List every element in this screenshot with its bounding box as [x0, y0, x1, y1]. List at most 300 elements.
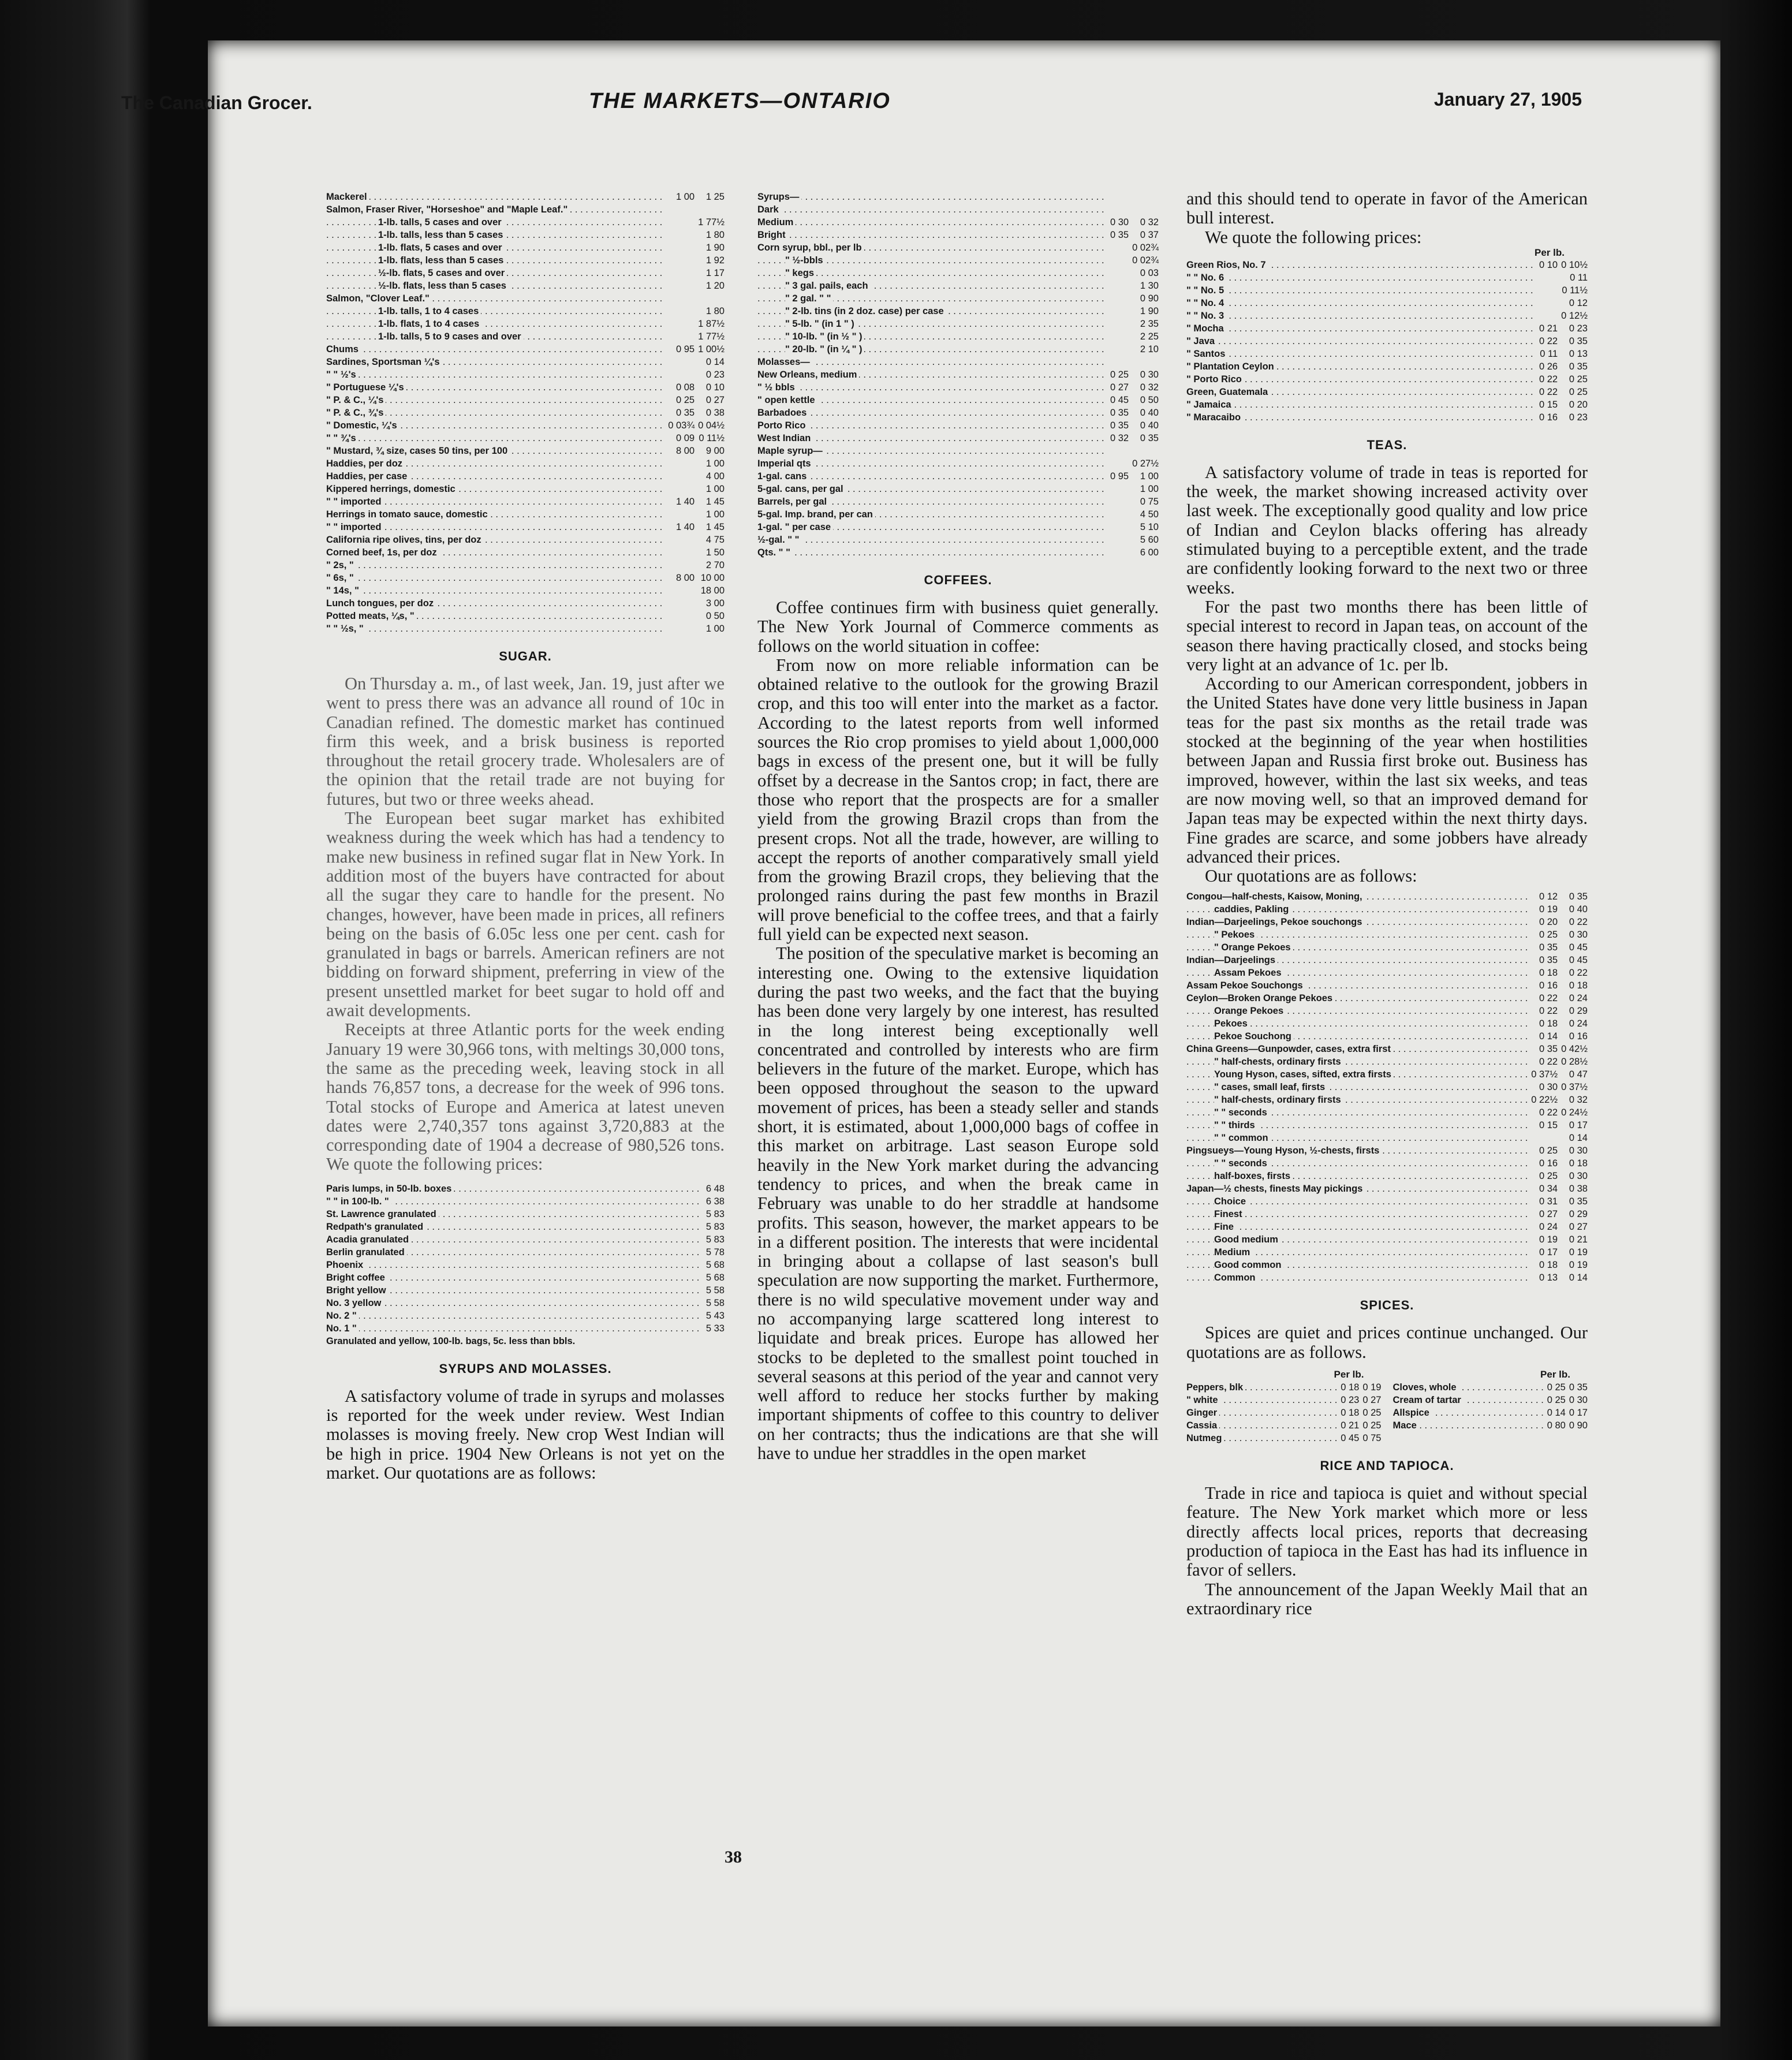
item-label: West Indian — [757, 433, 813, 443]
price-low: 0 15 — [1539, 399, 1558, 410]
price-high: 0 18 — [1569, 1158, 1588, 1169]
article-paragraph: The position of the speculative market is becoming an interesting one. Owing to the extensive liquidation during the past two weeks, and the fact that the buying has been done very largely by one interest, has resulted in the long interest being exceptionally well concentrated and controlled by interests who are firm believers in the future of the market. Europe, which has been opposed throughout the season to the upward movement of prices, has been a steady seller and stands short, it is estimated, about 1,000,000 bags of coffee in this market on arbitrage. Last season Europe sold heavily in the New York market during the advancing tendency to prices, and when the break came in February was unable to do her straddle at handsome profits. This season, however, the market appears to be in a different position. The interests that were incidental in bringing about a collapse of last season's bull speculation are now supporting the market. Furthermore, there is no wild speculative movement under way and no accompanying large scattered long interest to liquidate and break prices. Europe has allowed her stocks to be depleted to the smallest point touched in several seasons at this period of the year and cannot very well afford to reduce her stocks further by making important shipments of coffee to this country to deliver on her contracts; thus the indications are that she will have to undue her straddles in the open market — [757, 943, 1159, 1464]
item-label-cell — [1186, 1381, 1337, 1394]
price-low: 0 35 — [1110, 230, 1129, 240]
price-low — [664, 610, 695, 622]
item-label-cell — [1186, 1233, 1528, 1246]
price-high: 0 90 — [1569, 1420, 1588, 1431]
item-label: " Pekoes — [1214, 930, 1257, 940]
price-row — [757, 318, 1159, 330]
price-row — [1186, 890, 1588, 903]
item-label-cell — [1186, 1406, 1337, 1419]
price-row — [1186, 335, 1588, 348]
price-high: 1 00 — [705, 509, 725, 520]
item-label-cell — [757, 445, 1107, 457]
price-low — [664, 292, 695, 305]
item-label-cell — [1186, 386, 1536, 398]
price-high: 0 16 — [1569, 1031, 1588, 1042]
price-low: 0 35 — [1110, 420, 1129, 431]
price-row — [1186, 1132, 1588, 1144]
price-high: 0 40 — [1140, 420, 1159, 431]
price-high: 0 40 — [1569, 904, 1588, 915]
price-high: 0 38 — [705, 408, 725, 418]
price-high: 0 35 — [1569, 361, 1588, 372]
price-row — [326, 406, 725, 419]
item-label-cell — [1186, 1259, 1528, 1271]
item-label-cell — [326, 1271, 703, 1284]
price-row — [326, 1271, 725, 1284]
price-low: 0 22 — [1539, 993, 1558, 1004]
price-row — [326, 1233, 725, 1246]
item-label-cell — [757, 241, 1107, 254]
item-label: Indian—Darjeelings — [1186, 955, 1278, 965]
price-row — [1393, 1381, 1588, 1394]
price-low — [1107, 495, 1129, 508]
price-low — [664, 546, 695, 559]
price-low — [1107, 445, 1129, 457]
article-paragraph: The European beet sugar market has exhibited weakness during the week which has had a tendency to make new business in refined sugar flat in New York. In addition most of the buyers have contracted for about all the sugar they care to handle for the present. No changes, however, have been made in prices, all refiners being on the basis of 6.05c less one per cent. cash for granulated in bags or barrels. American refiners are not bidding on forward shipment, preferring in view of the present unsettled market for beet sugar to hold off and await developments. — [326, 808, 725, 1021]
item-label-cell — [326, 305, 664, 318]
sugar-heading: SUGAR. — [499, 649, 552, 663]
price-row — [1186, 309, 1588, 322]
price-row — [757, 457, 1159, 470]
price-low — [1107, 521, 1129, 533]
item-label-cell — [1186, 373, 1536, 386]
item-label: " ½-bbls — [785, 255, 826, 266]
item-label-cell — [326, 1221, 703, 1233]
spices-left — [1186, 1368, 1382, 1445]
price-row — [1186, 1119, 1588, 1132]
price-row — [326, 191, 725, 203]
price-low: 0 18 — [1539, 968, 1558, 979]
teas-quote-intro-wrap — [1186, 867, 1588, 886]
item-label: Japan—½ chests, finests May pickings — [1186, 1184, 1365, 1194]
price-row — [1393, 1419, 1588, 1432]
price-high: 1 80 — [705, 306, 725, 316]
price-row — [1186, 297, 1588, 309]
price-low: 0 25 — [1547, 1382, 1566, 1393]
price-high — [695, 292, 725, 305]
price-low: 0 27 — [1539, 1209, 1558, 1220]
article-paragraph: A satisfactory volume of trade in teas is reported for the week, the market showing increased activity over last week. The exceptionally good quality and low price of Indian and Ceylon blacks offering has already stimulated buying to a perceptible extent, and the trade are confidently looking forward to the next two or three weeks. — [1186, 462, 1588, 598]
price-row — [757, 483, 1159, 495]
price-high: 1 90 — [705, 242, 725, 253]
price-high: 0 11 — [1570, 272, 1588, 283]
item-label: half-boxes, firsts — [1214, 1171, 1293, 1181]
price-high: 6 38 — [705, 1196, 725, 1207]
price-row — [757, 445, 1159, 457]
item-label: Phoenix — [326, 1260, 365, 1270]
item-label: Choice — [1214, 1196, 1248, 1207]
price-low: 0 22 — [1539, 386, 1558, 397]
price-low: 0 16 — [1539, 412, 1558, 423]
price-row — [1186, 1043, 1588, 1055]
price-low — [664, 356, 695, 368]
item-label-cell — [1186, 259, 1536, 271]
price-row — [326, 559, 725, 572]
price-high: 0 30 — [1569, 1395, 1588, 1406]
item-label-cell — [326, 343, 664, 356]
price-low: 0 09 — [676, 433, 695, 443]
item-label: Cassia — [1186, 1420, 1219, 1431]
price-row — [1186, 322, 1588, 335]
item-label: California ripe olives, tins, per doz — [326, 535, 484, 545]
price-row — [757, 229, 1159, 241]
price-low: 0 14 — [1539, 1031, 1558, 1042]
item-label-cell — [1186, 1195, 1528, 1208]
price-row — [326, 1297, 725, 1309]
price-high: 1 20 — [705, 281, 725, 291]
price-row — [326, 356, 725, 368]
price-high: 1 00 — [705, 484, 725, 494]
price-high: 5 83 — [705, 1208, 725, 1219]
price-row — [757, 254, 1159, 267]
price-low: 0 32 — [1110, 433, 1129, 443]
price-row — [326, 1309, 725, 1322]
price-row — [1186, 954, 1588, 966]
price-row — [326, 229, 725, 241]
item-label: ½-lb. flats, less than 5 cases — [378, 281, 509, 291]
price-high: 0 28½ — [1561, 1057, 1588, 1068]
price-row — [1186, 1005, 1588, 1017]
price-low: 0 22 — [1539, 335, 1558, 346]
spices-right — [1393, 1368, 1588, 1445]
price-high: 5 78 — [705, 1247, 725, 1257]
tea-price-table — [1186, 890, 1588, 1284]
price-row — [1186, 1017, 1588, 1030]
item-label: " " seconds — [1214, 1107, 1270, 1118]
item-label: St. Lawrence granulated — [326, 1209, 439, 1219]
price-high: 0 50 — [705, 611, 725, 621]
price-row — [1186, 271, 1588, 284]
price-high — [695, 203, 725, 216]
spices-right-table — [1393, 1381, 1588, 1432]
price-high: 3 00 — [705, 598, 725, 609]
price-row — [1186, 928, 1588, 941]
item-label: Pekoe Souchong — [1214, 1031, 1294, 1042]
price-low — [664, 533, 695, 546]
price-low: 0 22½ — [1531, 1095, 1558, 1106]
item-label-cell — [326, 330, 664, 343]
price-low: 0 30 — [1539, 1082, 1558, 1093]
price-row — [326, 279, 725, 292]
price-row — [326, 1195, 725, 1208]
item-label: " 2-lb. tins (in 2 doz. case) per case — [785, 306, 946, 316]
item-label: 5-gal. Imp. brand, per can — [757, 509, 875, 520]
price-high: 0 23 — [705, 370, 725, 380]
price-row — [757, 343, 1159, 356]
item-label-cell — [1186, 271, 1536, 284]
price-high: 1 50 — [705, 547, 725, 558]
price-low: 0 16 — [1539, 1158, 1558, 1169]
item-label-cell — [757, 432, 1107, 445]
item-label: Allspice — [1393, 1408, 1432, 1418]
item-label: Molasses— — [757, 357, 812, 367]
price-low: 0 18 — [1539, 1018, 1558, 1029]
column-3 — [1186, 189, 1588, 1618]
price-row — [1186, 1419, 1382, 1432]
price-high: 0 19 — [1569, 1247, 1588, 1258]
price-low: 0 35 — [676, 408, 695, 418]
price-row — [326, 318, 725, 330]
price-row — [326, 419, 725, 432]
price-low: 0 19 — [1539, 904, 1558, 915]
price-row — [1186, 1208, 1588, 1221]
item-label: 1-lb. flats, 1 to 4 cases — [378, 319, 481, 329]
item-label-cell — [1186, 1157, 1528, 1170]
price-high: 0 32 — [1140, 382, 1159, 393]
price-row — [326, 622, 725, 635]
item-label-cell — [757, 356, 1107, 368]
price-high: 0 04½ — [698, 420, 725, 431]
price-row — [326, 445, 725, 457]
price-row — [1186, 1094, 1588, 1106]
item-label: Bright coffee — [326, 1272, 387, 1283]
item-label-cell — [1186, 954, 1528, 966]
sugar-price-table — [326, 1182, 725, 1335]
item-label-cell — [757, 495, 1107, 508]
price-low: 1 40 — [676, 497, 695, 507]
price-low: 0 35 — [1110, 408, 1129, 418]
price-high: 0 24 — [1569, 1018, 1588, 1029]
price-row — [326, 1208, 725, 1221]
item-label: Pekoes — [1214, 1018, 1250, 1029]
item-label-cell — [757, 457, 1107, 470]
price-row — [326, 546, 725, 559]
price-high: 0 32 — [1569, 1095, 1588, 1106]
price-low: 0 37½ — [1531, 1069, 1558, 1080]
price-row — [326, 483, 725, 495]
price-row — [326, 381, 725, 394]
price-high: 1 00½ — [698, 344, 725, 354]
price-row — [1186, 373, 1588, 386]
price-low — [1107, 483, 1129, 495]
price-low: 0 35 — [1539, 1044, 1558, 1055]
item-label: No. 2 " — [326, 1311, 359, 1321]
price-low: 0 14 — [1547, 1408, 1566, 1419]
item-label: Sardines, Sportsman ¼'s — [326, 357, 442, 367]
price-high: 0 10½ — [1561, 259, 1588, 270]
item-label-cell — [757, 483, 1107, 495]
price-low — [664, 457, 695, 470]
price-high: 0 14 — [1569, 1272, 1588, 1283]
item-label: " " imported — [326, 497, 383, 507]
price-row — [326, 343, 725, 356]
item-label: Good common — [1214, 1260, 1283, 1270]
coffee-per-lb-header: Per lb. — [1535, 247, 1565, 258]
item-label: " 14s, " — [326, 585, 361, 596]
spices-left-header: Per lb. — [1334, 1369, 1364, 1380]
item-label-cell — [326, 356, 664, 368]
price-high: 0 45 — [1569, 955, 1588, 966]
price-high: 2 25 — [1140, 331, 1159, 342]
item-label: China Greens—Gunpowder, cases, extra first — [1186, 1044, 1393, 1054]
spices-right-header: Per lb. — [1540, 1369, 1570, 1380]
item-label: 1-lb. talls, 5 to 9 cases and over — [378, 331, 524, 342]
price-low — [664, 470, 695, 483]
price-high: 2 35 — [1140, 319, 1159, 329]
page-header — [121, 89, 1582, 127]
item-label: " 3 gal. pails, each — [785, 281, 871, 291]
price-low — [664, 559, 695, 572]
item-label-cell — [326, 432, 664, 445]
price-high: 1 77½ — [698, 331, 725, 342]
price-low — [1107, 254, 1129, 267]
item-label-cell — [1186, 1432, 1337, 1445]
price-row — [757, 330, 1159, 343]
price-high — [1129, 445, 1159, 457]
price-row — [1186, 386, 1588, 398]
price-row — [757, 267, 1159, 279]
teas-quote-intro: Our quotations are as follows: — [1205, 866, 1417, 886]
item-label-cell — [1186, 1119, 1528, 1132]
item-label: Qts. " " — [757, 547, 793, 558]
price-low — [664, 203, 695, 216]
price-low — [1107, 343, 1129, 356]
price-high: 0 75 — [1140, 497, 1159, 507]
item-label: " " No. 3 — [1186, 311, 1226, 321]
article-paragraph: The announcement of the Japan Weekly Mail that an extraordinary rice — [1186, 1579, 1588, 1618]
price-low — [664, 254, 695, 267]
item-label-cell — [1186, 398, 1536, 411]
price-high: 1 80 — [705, 230, 725, 240]
coffee-quote-intro: We quote the following prices: — [1205, 227, 1422, 247]
item-label-cell — [1186, 992, 1528, 1005]
price-high: 0 35 — [1140, 433, 1159, 443]
price-low — [1107, 318, 1129, 330]
item-label-cell — [757, 368, 1107, 381]
price-high: 0 19 — [1362, 1382, 1382, 1393]
price-low — [664, 318, 695, 330]
item-label: ½-lb. flats, 5 cases and over — [378, 268, 507, 278]
price-row — [1186, 1170, 1588, 1182]
price-high: 0 24½ — [1561, 1107, 1588, 1118]
price-row — [326, 394, 725, 406]
item-label: Bright — [757, 230, 788, 240]
price-high: 5 33 — [705, 1323, 725, 1334]
price-low: 0 17 — [1539, 1247, 1558, 1258]
item-label: Cloves, whole — [1393, 1382, 1459, 1393]
price-row — [326, 368, 725, 381]
item-label-cell — [1186, 1030, 1528, 1043]
price-high: 0 10 — [705, 382, 725, 393]
item-label-cell — [1186, 1144, 1528, 1157]
price-low: 0 18 — [1539, 1260, 1558, 1271]
price-row — [757, 508, 1159, 521]
price-high: 1 90 — [1140, 306, 1159, 316]
page-number: 38 — [725, 1848, 742, 1867]
section-title: THE MARKETS—ONTARIO — [589, 89, 891, 113]
column-1 — [326, 191, 725, 1483]
price-high: 0 27 — [1569, 1222, 1588, 1233]
price-row — [1186, 1221, 1588, 1233]
item-label: Peppers, blk — [1186, 1382, 1245, 1393]
price-high: 0 29 — [1569, 1209, 1588, 1220]
price-row — [326, 572, 725, 584]
article-paragraph: From now on more reliable information can be obtained relative to the outlook for the growing Brazil crop, and this too will enter into the market as a factor. According to the latest reports from well informed sources the Rio crop promises to yield about 1,000,000 bags in excess of the present one, but it will be fully offset by a decrease in the Santos crop; in fact, there are those who report that the prospects are for a smaller yield from the growing Brazil crops than from the present crops. Not all the trade, however, are willing to accept the reports of another comparatively small yield from the growing Brazil crops, they believing that the prolonged rains during the past few months in Brazil will prove beneficial to the coffee trees, and that a fairly full yield can be expected next season. — [757, 655, 1159, 945]
item-label-cell — [326, 241, 664, 254]
item-label-cell — [326, 1259, 703, 1271]
price-low — [664, 229, 695, 241]
item-label-cell — [326, 1233, 703, 1246]
rice-heading: RICE AND TAPIOCA. — [1320, 1458, 1454, 1473]
item-label: 1-lb. talls, 5 cases and over — [378, 217, 504, 227]
price-high: 1 30 — [1140, 281, 1159, 291]
price-high: 0 45 — [1569, 942, 1588, 953]
price-low — [1536, 309, 1558, 322]
price-low — [1536, 297, 1558, 309]
item-label: Nutmeg — [1186, 1433, 1224, 1443]
item-label: Common — [1214, 1272, 1258, 1283]
price-low: 0 45 — [1341, 1433, 1360, 1444]
item-label: Assam Pekoe Souchongs — [1186, 980, 1305, 991]
item-label-cell — [326, 1322, 703, 1335]
price-high: 0 25 — [1362, 1420, 1382, 1431]
price-low: 0 25 — [1539, 930, 1558, 941]
price-low — [664, 508, 695, 521]
item-label-cell — [326, 1284, 703, 1297]
item-label-cell — [757, 343, 1107, 356]
article-paragraph: Trade in rice and tapioca is quiet and without special feature. The New York market which more or less directly affects local prices, reports that decreasing production of tapioca in the East has had its influence in favor of sellers. — [1186, 1483, 1588, 1580]
price-low: 0 80 — [1547, 1420, 1566, 1431]
price-low: 0 25 — [1539, 1145, 1558, 1156]
price-low: 0 26 — [1539, 361, 1558, 372]
price-high: 1 92 — [705, 255, 725, 266]
item-label: " Domestic, ¼'s — [326, 420, 400, 431]
item-label-cell — [326, 521, 664, 533]
item-label: 5-gal. cans, per gal — [757, 484, 846, 494]
item-label-cell — [1186, 1106, 1528, 1119]
item-label: " Santos — [1186, 349, 1227, 359]
item-label-cell — [1186, 1246, 1528, 1259]
price-low — [664, 584, 695, 597]
price-row — [326, 470, 725, 483]
item-label: " half-chests, ordinary firsts — [1214, 1095, 1343, 1105]
price-low: 0 22 — [1539, 1057, 1558, 1068]
price-high: 0 19 — [1569, 1260, 1588, 1271]
article-paragraph: Receipts at three Atlantic ports for the week ending January 19 were 30,966 tons, with meltings 30,000 tons, the same as the preceding week, leaving stock in all hands 76,857 tons, a decrease for the week of 996 tons. Total stocks of Europe and America at latest uneven dates were 2,740,357 tons against 3,720,883 at the corresponding date of 1904 a decrease of 980,526 tons. We quote the following prices: — [326, 1020, 725, 1174]
item-label-cell — [757, 419, 1107, 432]
price-row — [1186, 1259, 1588, 1271]
price-row — [326, 330, 725, 343]
item-label: 1-lb. talls, 1 to 4 cases — [378, 306, 481, 316]
item-label-cell — [1186, 1055, 1528, 1068]
item-label-cell — [326, 394, 664, 406]
price-row — [326, 203, 725, 216]
item-label: " Orange Pekoes — [1214, 942, 1293, 953]
price-high: 5 43 — [705, 1310, 725, 1321]
item-label: New Orleans, medium — [757, 370, 859, 380]
price-low: 0 22 — [1539, 374, 1558, 385]
price-high: 5 10 — [1140, 522, 1159, 532]
item-label: " " ½s, " — [326, 624, 366, 634]
item-label: Maple syrup— — [757, 446, 825, 456]
price-low: 0 31 — [1539, 1196, 1558, 1207]
price-high: 0 17 — [1569, 1120, 1588, 1131]
item-label: " Portuguese ¼'s — [326, 382, 406, 393]
price-high: 0 14 — [1569, 1133, 1588, 1144]
price-low: 0 30 — [1110, 217, 1129, 227]
price-row — [1186, 1406, 1382, 1419]
item-label: Ginger — [1186, 1408, 1219, 1418]
price-row — [757, 521, 1159, 533]
price-row — [757, 292, 1159, 305]
item-label-cell — [326, 419, 664, 432]
price-row — [1186, 360, 1588, 373]
item-label-cell — [326, 368, 664, 381]
item-label-cell — [1186, 903, 1528, 916]
item-label: " cases, small leaf, firsts — [1214, 1082, 1327, 1092]
